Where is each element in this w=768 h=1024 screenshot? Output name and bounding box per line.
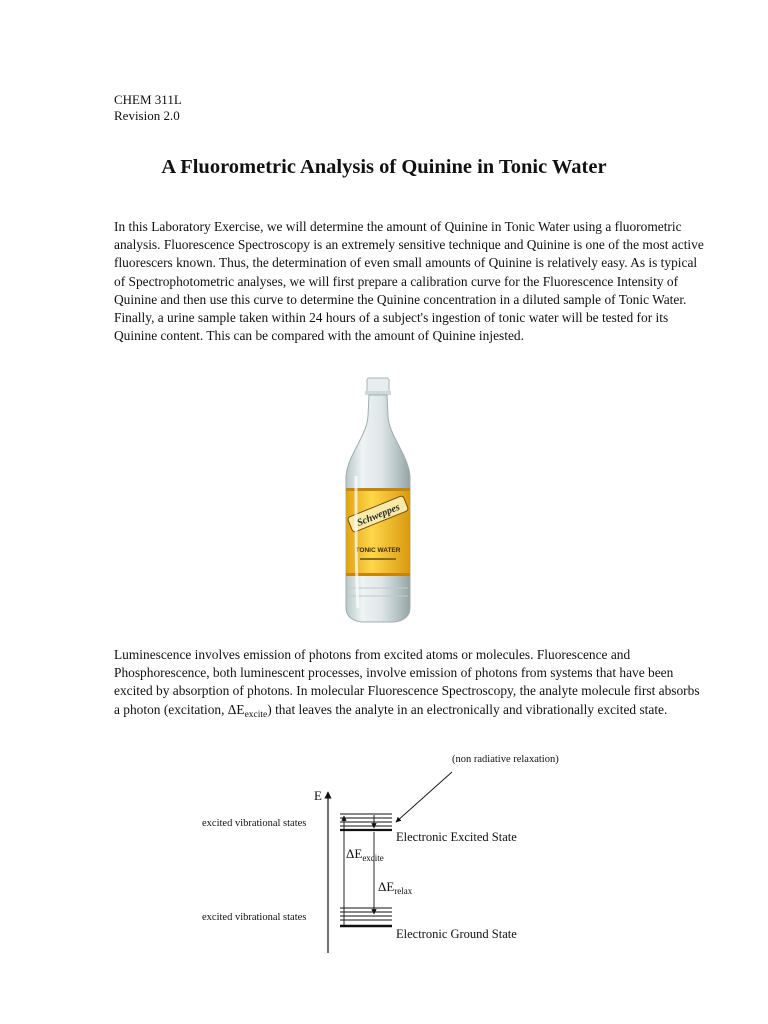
delta-e-relax-label: $\Delta E_{relax}$ <box>378 879 413 896</box>
excited-state-levels <box>340 814 392 830</box>
excited-vibrational-states-label-top: excited vibrational states <box>202 818 307 829</box>
nonradiative-pointer-arrow <box>396 772 452 822</box>
delta-e-symbol: ΔE <box>227 701 245 717</box>
document-title: A Fluorometric Analysis of Quinine in Tonic Water <box>161 156 607 178</box>
bottle-product-text: TONIC WATER <box>355 547 401 554</box>
energy-level-diagram <box>190 748 590 958</box>
electronic-ground-state-label: Electronic Ground State <box>396 927 517 941</box>
luminescence-text-after: ) that leaves the analyte in an electronically and vibrationally excited state. <box>267 701 668 717</box>
energy-axis-label: E <box>314 788 322 803</box>
intro-paragraph: In this Laboratory Exercise, we will determine the amount of Quinine in Tonic Water using a fluorometric analysis. Fluorescence Spectroscopy is an extremely sensitive technique and Quinine is one of the most active fluorescers known. Thus, the determination of even small amounts of Quinine is relatively easy. As is typical of Spectrophotometric analyses, we will first prepare a calibration curve for the Fluorescence Intensity of Quinine and then use this curve to determine the Quinine concentration in a diluted sample of Tonic Water. Finally, a urine sample taken within 24 hours of a subject's ingestion of tonic water will be tested for its Quinine content. This can be compared with the amount of Quinine injested. <box>114 219 704 344</box>
revision-number: Revision 2.0 <box>114 108 180 123</box>
electronic-excited-state-label: Electronic Excited State <box>396 830 517 844</box>
document-header <box>114 92 182 124</box>
nonradiative-label: (non radiative relaxation) <box>452 754 559 765</box>
ground-state-levels <box>340 908 392 926</box>
tonic-water-bottle-photo <box>334 376 422 624</box>
excited-vibrational-states-label-bottom: excited vibrational states <box>202 912 307 923</box>
luminescence-text-before: Luminescence involves emission of photons from excited atoms or molecules. Fluorescence and Phosphorescence, both luminescent processes, involve emission of photons from systems that have been excited by absorption of photons. In molecular Fluorescence Spectroscopy, the analyte molecule first absorbs a photon (excitation, <box>114 647 700 717</box>
luminescence-paragraph <box>114 646 704 719</box>
course-code: CHEM 311L <box>114 92 182 107</box>
delta-e-excite-label: $\Delta E_{excite}$ <box>346 846 384 863</box>
delta-e-subscript: excite <box>244 709 268 720</box>
bottle-brand-text: Schweppes <box>355 501 402 529</box>
